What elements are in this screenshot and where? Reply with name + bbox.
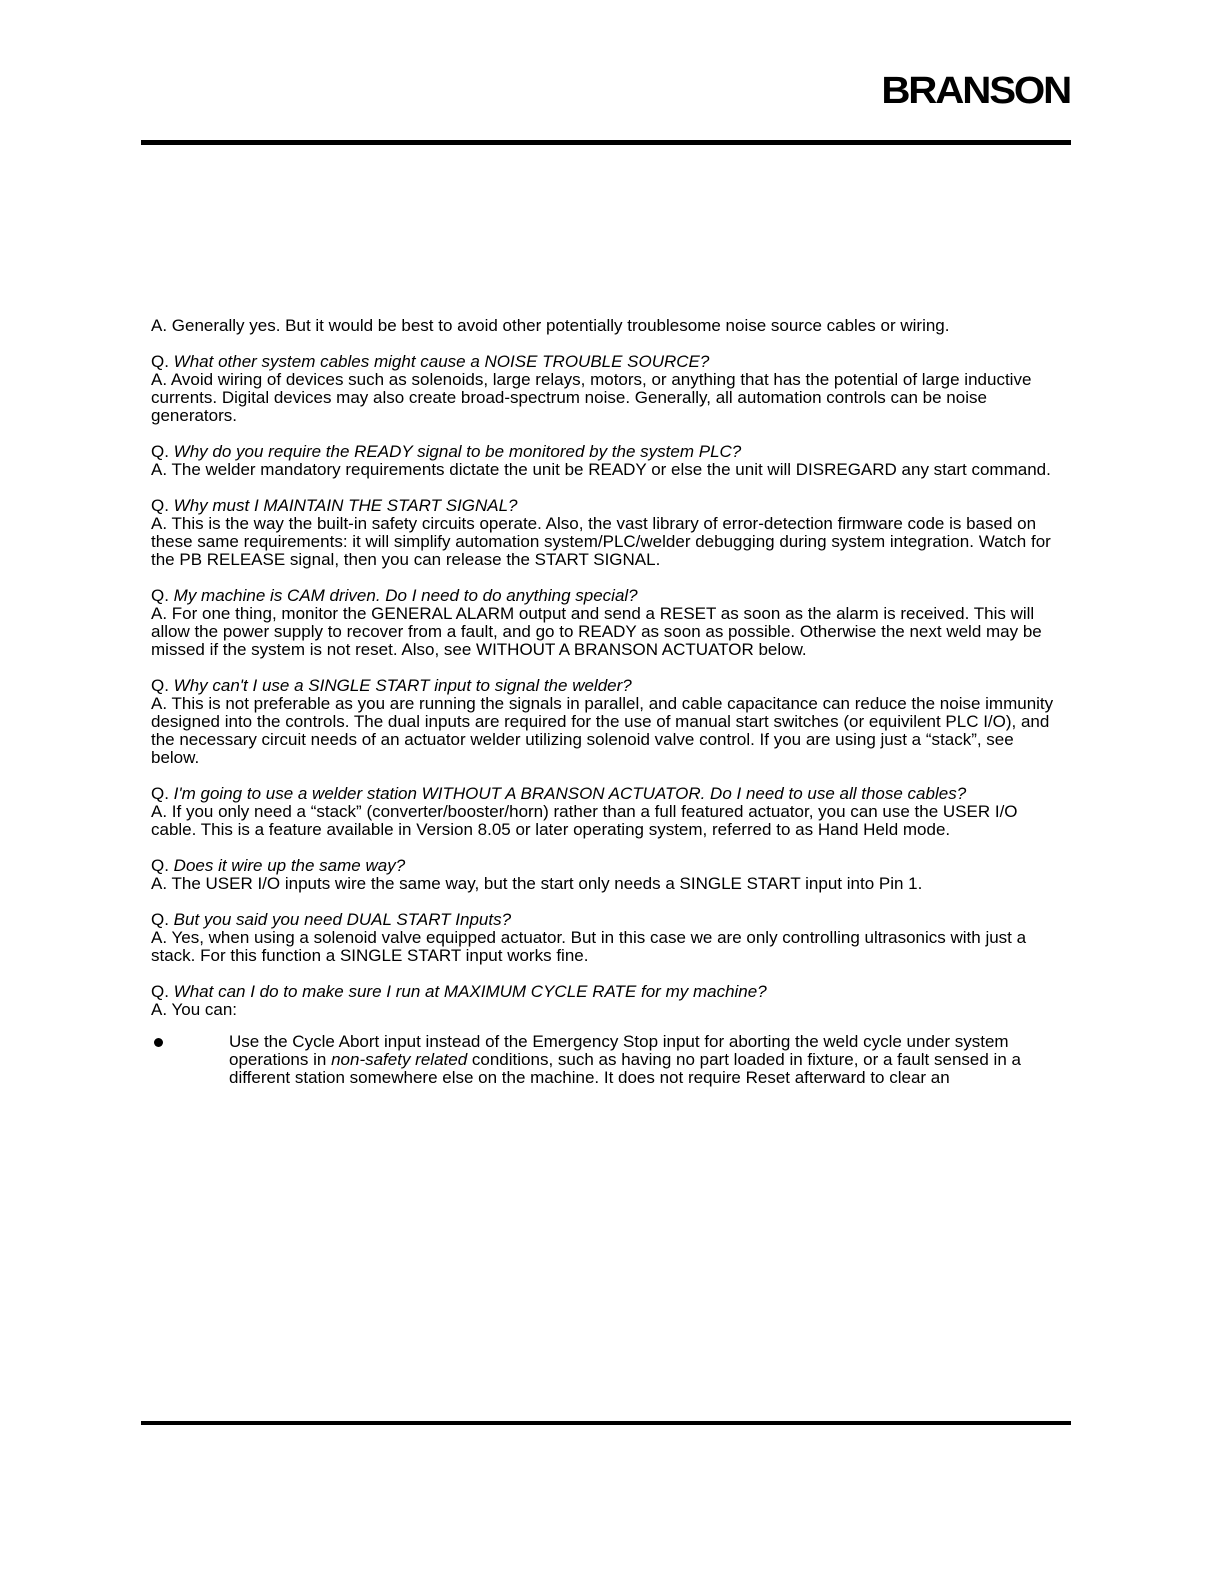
q-prefix: Q. [151, 982, 174, 1001]
q-prefix: Q. [151, 910, 174, 929]
q-prefix: Q. [151, 856, 174, 875]
qa-item [151, 785, 1061, 839]
question-text: I'm going to use a welder station WITHOUT A BRANSON ACTUATOR. Do I need to use all those cables? [173, 784, 967, 803]
question-text: What can I do to make sure I run at MAXIMUM CYCLE RATE for my machine? [173, 982, 767, 1001]
question [151, 983, 1061, 1001]
question [151, 857, 1061, 875]
q-prefix: Q. [151, 496, 174, 515]
q-prefix: Q. [151, 784, 174, 803]
question-text: Does it wire up the same way? [173, 856, 406, 875]
qa-item [151, 587, 1061, 659]
qa-item [151, 497, 1061, 569]
question [151, 785, 1061, 803]
question [151, 911, 1061, 929]
qa-item [151, 353, 1061, 425]
question-text: What other system cables might cause a NOISE TROUBLE SOURCE? [173, 352, 710, 371]
bullet-text: Use the Cycle Abort input instead of the Emergency Stop input for aborting the weld cycle under system operations in [229, 1032, 1009, 1069]
question-text: Why do you require the READY signal to be monitored by the system PLC? [173, 442, 742, 461]
branson-logo: BRANSON [881, 70, 1070, 112]
answer: A. This is the way the built-in safety circuits operate. Also, the vast library of error-detection firmware code is based on these same requirements: it will simplify automation system/PLC/welder debugging during system integration. Watch for the PB RELEASE signal, then you can release the START SIGNAL. [151, 514, 1051, 569]
question [151, 443, 1061, 461]
q-prefix: Q. [151, 352, 174, 371]
intro-answer: A. Generally yes. But it would be best to avoid other potentially troublesome noise source cables or wiring. [151, 316, 950, 335]
q-prefix: Q. [151, 442, 174, 461]
question-text: Why can't I use a SINGLE START input to signal the welder? [173, 676, 632, 695]
answer: A. The welder mandatory requirements dictate the unit be READY or else the unit will DISREGARD any start command. [151, 460, 1051, 479]
question [151, 353, 1061, 371]
qa-item [151, 911, 1061, 965]
faq-content [151, 317, 1061, 1087]
bullet-emphasis: non-safety related [331, 1050, 468, 1069]
question [151, 587, 1061, 605]
header-rule [141, 140, 1071, 145]
q-prefix: Q. [151, 586, 174, 605]
q-prefix: Q. [151, 676, 174, 695]
bullet-icon [154, 1038, 163, 1047]
question-text: My machine is CAM driven. Do I need to do anything special? [173, 586, 638, 605]
answer: A. For one thing, monitor the GENERAL ALARM output and send a RESET as soon as the alarm is received. This will allow the power supply to recover from a fault, and go to READY as soon as possible. Otherwise the next weld may be missed if the system is not reset. Also, see WITHOUT A BRANSON ACTUATOR below. [151, 604, 1042, 659]
question-text: But you said you need DUAL START Inputs? [173, 910, 512, 929]
qa-item [151, 677, 1061, 767]
answer: A. You can: [151, 1000, 238, 1019]
bullet-text-end: conditions, such as having no part loaded in fixture, or a fault sensed in a different station somewhere else on the machine. It does not require Reset afterward to clear an [229, 1050, 1021, 1087]
qa-item [151, 983, 1061, 1019]
answer: A. The USER I/O inputs wire the same way, but the start only needs a SINGLE START input into Pin 1. [151, 874, 923, 893]
qa-item [151, 857, 1061, 893]
question [151, 677, 1061, 695]
question [151, 497, 1061, 515]
answer: A. This is not preferable as you are running the signals in parallel, and cable capacitance can reduce the noise immunity designed into the controls. The dual inputs are required for the use of manual start switches (or equivilent PLC I/O), and the necessary circuit needs of an actuator welder utilizing solenoid valve control. If you are using just a “stack”, see below. [151, 694, 1054, 767]
footer-rule [141, 1421, 1071, 1425]
qa-item [151, 443, 1061, 479]
answer: A. Avoid wiring of devices such as solenoids, large relays, motors, or anything that has the potential of large inductive currents. Digital devices may also create broad-spectrum noise. Generally, all automation controls can be noise generators. [151, 370, 1032, 425]
answer: A. Yes, when using a solenoid valve equipped actuator. But in this case we are only controlling ultrasonics with just a stack. For this function a SINGLE START input works fine. [151, 928, 1027, 965]
question-text: Why must I MAINTAIN THE START SIGNAL? [173, 496, 518, 515]
bullet-item [151, 1033, 1061, 1087]
answer: A. If you only need a “stack” (converter/booster/horn) rather than a full featured actuator, you can use the USER I/O cable. This is a feature available in Version 8.05 or later operating system, referred to as Hand Held mode. [151, 802, 1018, 839]
